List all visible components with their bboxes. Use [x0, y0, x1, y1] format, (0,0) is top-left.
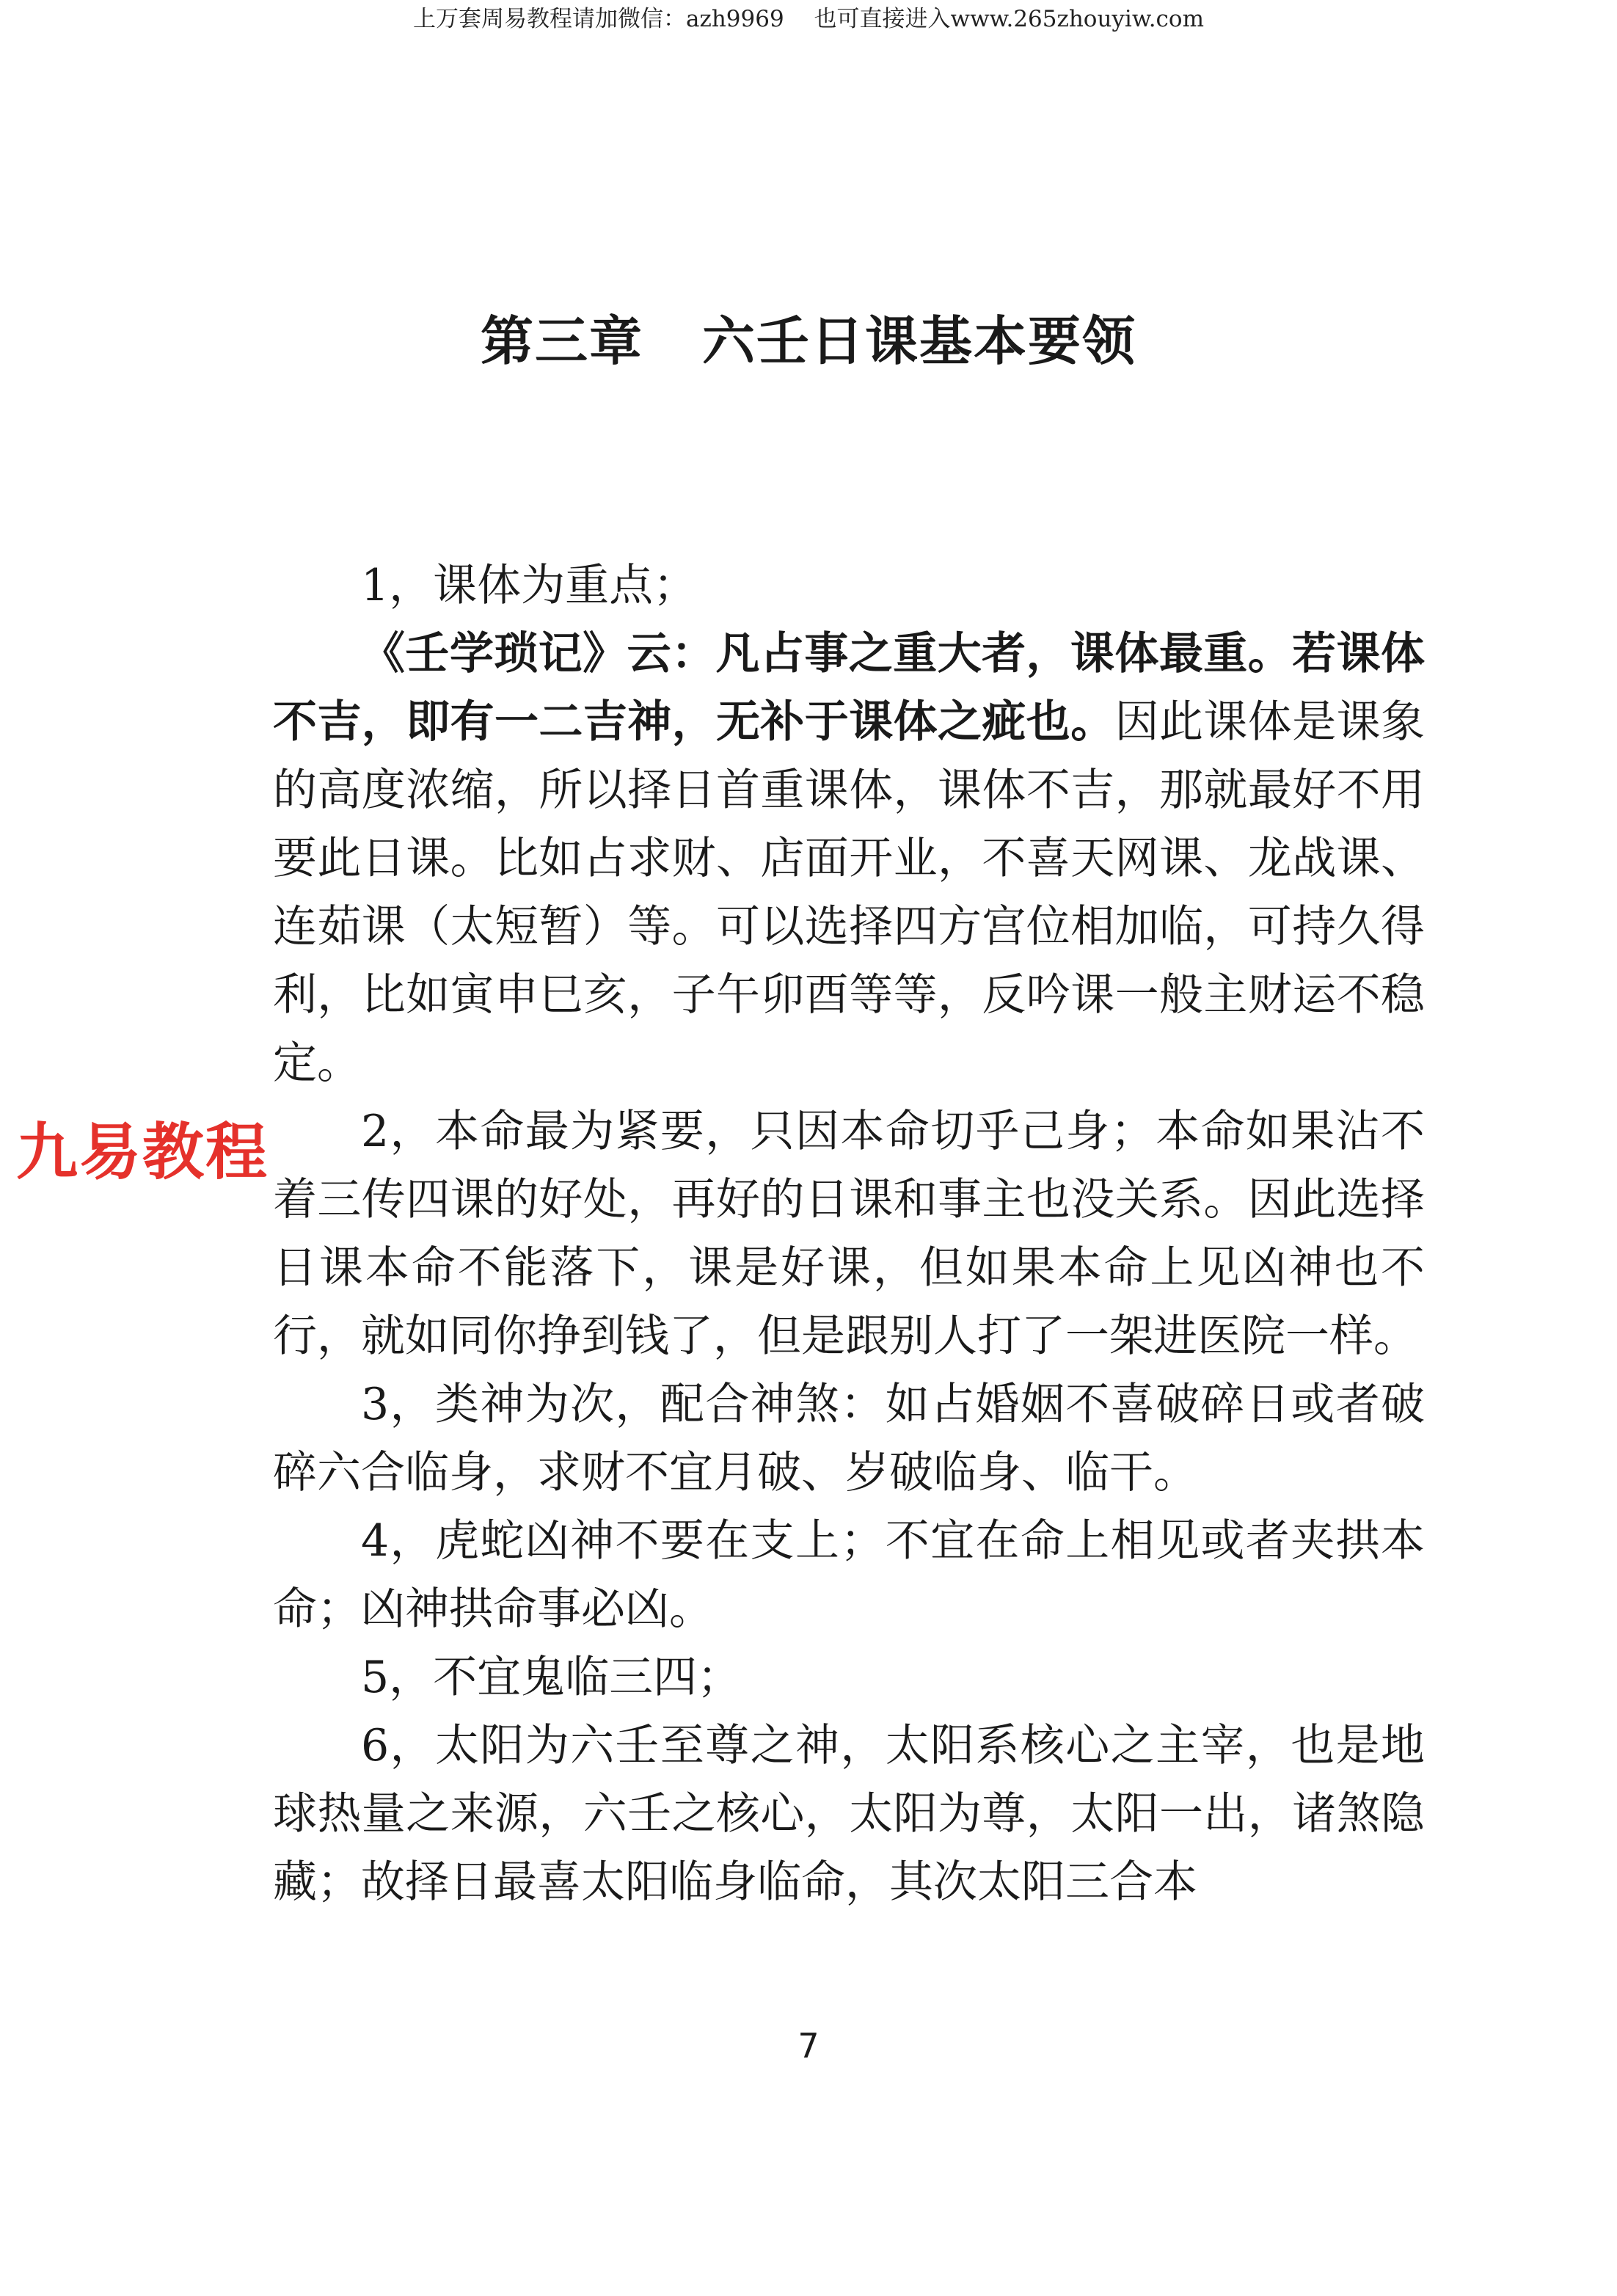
paragraph-1: 1，课体为重点；	[361, 560, 698, 611]
paragraph-2	[273, 620, 1425, 1098]
paragraph-4: 3，类神为次，配合神煞：如占婚姻不喜破碎日或者破碎六合临身，求财不宜月破、岁破临身、临干。	[273, 1379, 1425, 1498]
paragraph-5: 4，虎蛇凶神不要在支上；不宜在命上相见或者夹拱本命；凶神拱命事必凶。	[273, 1515, 1425, 1635]
chapter-title	[0, 308, 1617, 374]
paragraph-7: 6，太阳为六壬至尊之神，太阳系核心之主宰，也是地球热量之来源，六壬之核心，太阳为尊，太阳一出，诸煞隐藏；故择日最喜太阳临身临命，其次太阳三合本	[273, 1720, 1425, 1908]
page-number: 7	[797, 2026, 820, 2066]
paragraph-3: 2，本命最为紧要，只因本命切乎己身；本命如果沾不着三传四课的好处，再好的日课和事主也没关系。因此选择日课本命不能落下，课是好课，但如果本命上见凶神也不行，就如同你挣到钱了，但是跟别人打了一架进医院一样。	[273, 1106, 1425, 1362]
paragraph-2-text: 因此课体是课象的高度浓缩，所以择日首重课体，课体不吉，那就最好不用要此日课。比如占求财、店面开业，不喜天网课、龙战课、连茹课（太短暂）等。可以选择四方宫位相加临，可持久得利，比如寅申巳亥，子午卯酉等等，反吟课一般主财运不稳定。	[273, 696, 1426, 1089]
paragraph-2-quote: 《壬学琐记》云：凡占事之重大者，课体最重。若课体不吉，即有一二吉神，无补于课体之疵也。	[273, 628, 1425, 748]
paragraph-6: 5，不宜鬼临三四；	[361, 1652, 742, 1703]
body-text	[273, 552, 1425, 1917]
watermark-text: 九易教程	[16, 1116, 269, 1188]
chapter-name: 六壬日课基本要领	[702, 310, 1137, 372]
chapter-number: 第三章	[480, 310, 643, 372]
header-banner: 上万套周易教程请加微信：azh9969 也可直接进入www.265zhouyiw.com	[413, 6, 1204, 32]
